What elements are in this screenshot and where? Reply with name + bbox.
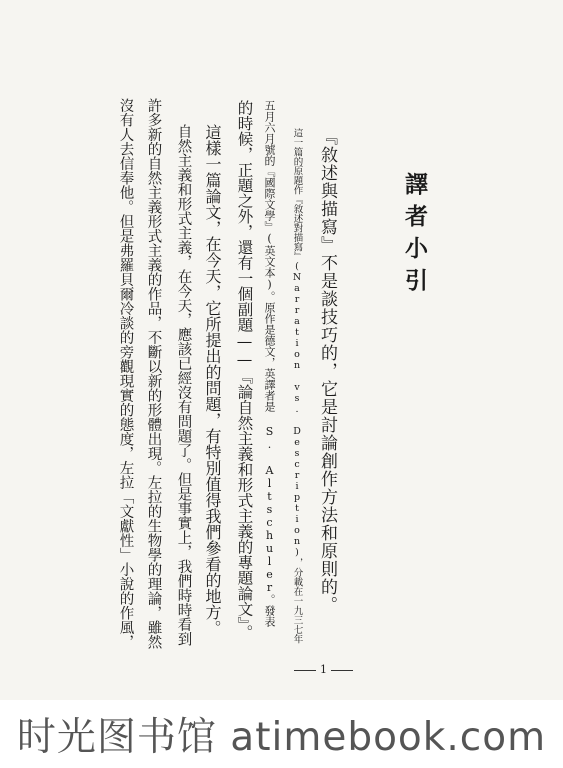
text-column-3: 五月六月號的『國際文學』(英文本)。原作是德文，英譯者是 S. Altschuler。發表: [263, 100, 276, 627]
text-column-7: 許多新的自然主義形式主義的作品，不斷以新的形體出現。左拉的生物學的理論，雖然: [145, 98, 162, 649]
page-title: 譯者小引: [401, 172, 428, 300]
text-column-4: 的時候，正題之外，還有一個副題——『論自然主義和形式主義的專題論文』。: [235, 100, 254, 640]
text-column-6: 自然主義和形式主義，在今天，應該已經沒有問題了。但是事實上，我們時時看到: [175, 124, 192, 646]
text-column-8: 沒有人去信奉他。但是弗羅貝爾冷談的旁觀現實的態度，左拉「文獻性」小說的作風，: [117, 98, 134, 649]
watermark-footer: 时光图书馆 atimebook.com: [0, 700, 563, 768]
text-column-2: 這一篇的原題作『敘述對描寫』(Narration vs. Description)，分載在一九三七年: [291, 128, 303, 644]
text-column-5: 這樣一篇論文，在今天，它所提出的問題，有特別值得我們參看的地方。: [203, 124, 222, 636]
page-number: 1: [290, 663, 357, 676]
text-column-1: 『敘述與描寫』不是談技巧的，它是討論創作方法和原則的。: [317, 128, 337, 614]
